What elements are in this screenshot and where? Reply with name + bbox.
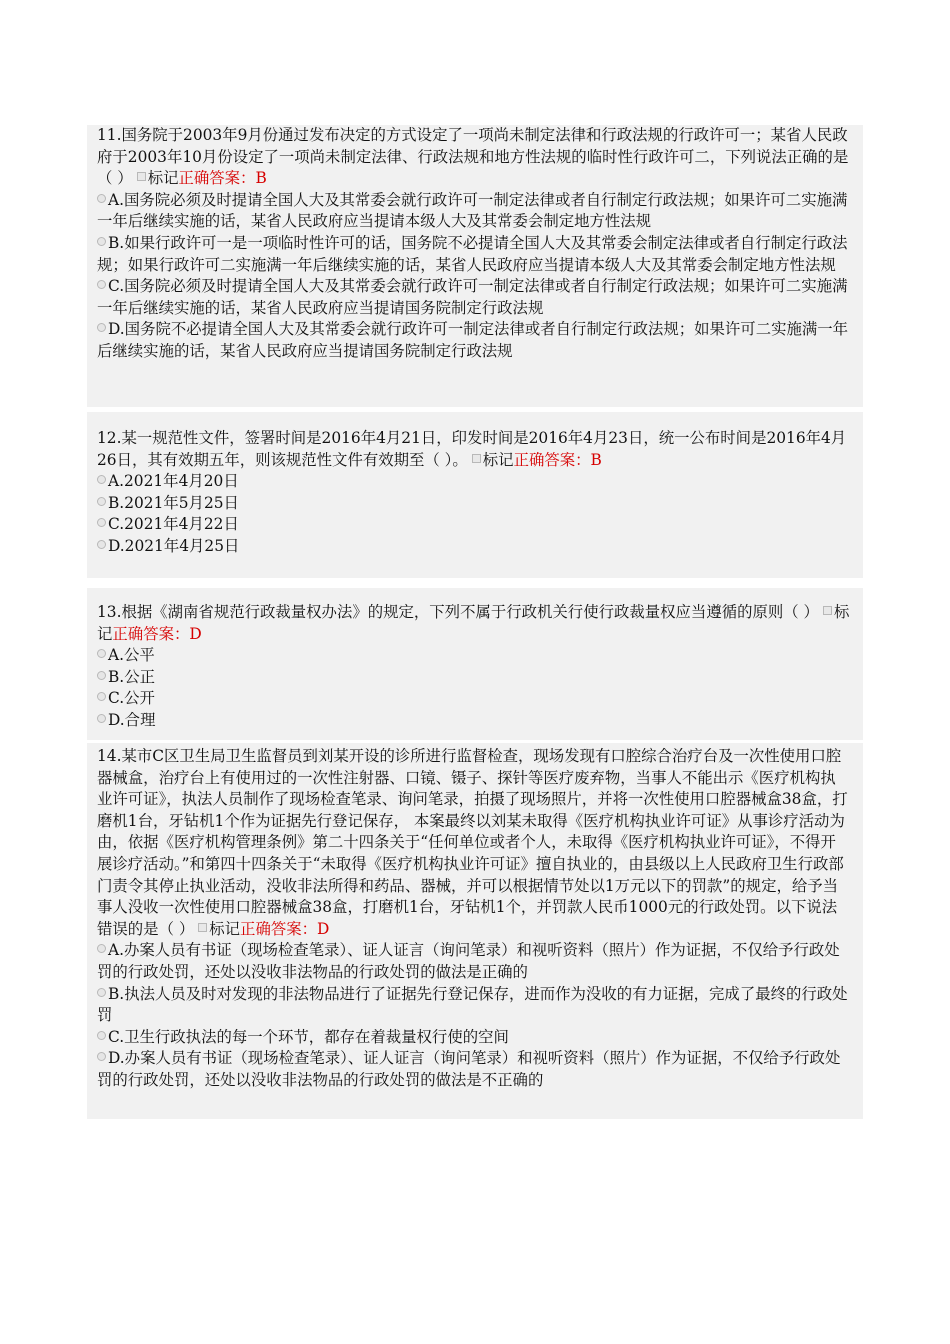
option-text: D.2021年4月25日	[108, 536, 240, 555]
radio-button[interactable]	[97, 540, 106, 549]
option-text: A.国务院必须及时提请全国人大及其常委会就行政许可一制定法律或者自行制定行政法规；如果许可二实施满一年后继续实施的话，某省人民政府应当提请本级人大及其常委会制定地方性法规	[97, 190, 848, 231]
option-a[interactable]	[97, 190, 851, 233]
option-a[interactable]	[97, 645, 851, 667]
flag-label: 标记	[147, 169, 179, 188]
question-text: 11.国务院于2003年9月份通过发布决定的方式设定了一项尚未制定法律和行政法规的行政许可一；某省人民政府于2003年10月份设定了一项尚未制定法律、行政法规和地方性法规的临时性行政许可二，下列说法正确的是（ ）	[97, 126, 849, 188]
option-c[interactable]	[97, 1027, 851, 1049]
option-text: C.卫生行政执法的每一个环节，都存在着裁量权行使的空间	[108, 1027, 509, 1046]
option-text: C.国务院必须及时提请全国人大及其常委会就行政许可一制定法律或者自行制定行政法规；如果许可二实施满一年后继续实施的话，某省人民政府应当提请国务院制定行政法规	[97, 277, 848, 317]
question-text: 14.某市C区卫生局卫生监督员到刘某开设的诊所进行监督检查，现场发现有口腔综合治疗台及一次性使用口腔器械盒，治疗台上有使用过的一次性注射器、口镜、镊子、探针等医疗废弃物，当事人不能出示《医疗机构执业许可证》，执法人员制作了现场检查笔录、询问笔录，拍摄了现场照片，并将一次性使用口腔器械盒38盒，打磨机1台，牙钻机1个作为证据先行登记保存， 本案最终以刘某未取得《医疗机构执业许可证》从事诊疗活动为由，依据《医疗机构管理条例》第二十四条关于“任何单位或者个人，未取得《医疗机构执业许可证》，不得开展诊疗活动。”和第四十四条关于“未取得《医疗机构执业许可证》擅自执业的，由县级以上人民政府卫生行政部门责令其停止执业活动，没收非法所得和药品、器械，并可以根据情节处以1万元以下的罚款”的规定，给予当事人没收一次性使用口腔器械盒38盒，打磨机1台，牙钻机1个，并罚款人民币1000元的行政处罚。以下说法错误的是（ ）	[97, 747, 848, 938]
option-d[interactable]	[97, 536, 851, 558]
radio-button[interactable]	[97, 518, 106, 527]
option-c[interactable]	[97, 514, 851, 536]
option-c[interactable]	[97, 276, 851, 319]
option-text: B.2021年5月25日	[108, 493, 239, 512]
question-text: 13.根据《湖南省规范行政裁量权办法》的规定，下列不属于行政机关行使行政裁量权应当遵循的原则（ ）	[97, 603, 819, 621]
radio-button[interactable]	[97, 1031, 106, 1040]
option-text: B.执法人员及时对发现的非法物品进行了证据先行登记保存，进而作为没收的有力证据，完成了最终的行政处罚	[97, 984, 848, 1025]
option-d[interactable]	[97, 319, 851, 362]
flag-checkbox[interactable]	[823, 606, 832, 615]
radio-button[interactable]	[97, 237, 106, 246]
question-stem	[97, 428, 851, 471]
option-b[interactable]	[97, 984, 851, 1027]
option-text: D.办案人员有书证（现场检查笔录）、证人证言（询问笔录）和视听资料（照片）作为证据，不仅给予行政处罚的行政处罚，还处以没收非法物品的行政处罚的做法是不正确的	[97, 1049, 841, 1089]
flag-label: 标记	[209, 919, 241, 938]
option-c[interactable]	[97, 688, 851, 710]
question-card	[87, 743, 863, 1119]
radio-button[interactable]	[97, 649, 106, 658]
radio-button[interactable]	[97, 714, 106, 723]
question-card	[87, 125, 863, 407]
question-card	[87, 588, 863, 740]
option-a[interactable]	[97, 471, 851, 493]
flag-label: 标记	[482, 450, 514, 469]
question-stem	[97, 746, 851, 940]
correct-answer: 正确答案：D	[112, 624, 202, 643]
option-text: D.合理	[108, 710, 156, 729]
question-text: 12.某一规范性文件，签署时间是2016年4月21日，印发时间是2016年4月23日，统一公布时间是2016年4月26日，其有效期五年，则该规范性文件有效期至（ ）。	[97, 429, 847, 469]
radio-button[interactable]	[97, 497, 106, 506]
radio-button[interactable]	[97, 944, 106, 953]
question-stem	[97, 602, 851, 645]
radio-button[interactable]	[97, 194, 106, 203]
radio-button[interactable]	[97, 692, 106, 701]
radio-button[interactable]	[97, 671, 106, 680]
option-a[interactable]	[97, 940, 851, 983]
option-b[interactable]	[97, 667, 851, 689]
radio-button[interactable]	[97, 280, 106, 289]
radio-button[interactable]	[97, 475, 106, 484]
flag-checkbox[interactable]	[137, 172, 146, 181]
question-stem	[97, 125, 851, 190]
option-b[interactable]	[97, 493, 851, 515]
flag-checkbox[interactable]	[198, 923, 207, 932]
question-card	[87, 412, 863, 578]
flag-label: 标记	[97, 603, 850, 643]
option-text: A.办案人员有书证（现场检查笔录）、证人证言（询问笔录）和视听资料（照片）作为证据，不仅给予行政处罚的行政处罚，还处以没收非法物品的行政处罚的做法是正确的	[97, 941, 840, 981]
radio-button[interactable]	[97, 323, 106, 332]
option-text: D.国务院不必提请全国人大及其常委会就行政许可一制定法律或者自行制定行政法规；如果许可二实施满一年后继续实施的话，某省人民政府应当提请国务院制定行政法规	[97, 320, 849, 360]
flag-checkbox[interactable]	[472, 454, 481, 463]
radio-button[interactable]	[97, 988, 106, 997]
option-text: B.如果行政许可一是一项临时性许可的话，国务院不必提请全国人大及其常委会制定法律或者自行制定行政法规；如果行政许可二实施满一年后继续实施的话，某省人民政府应当提请本级人大及其常委会制定地方性法规	[97, 233, 848, 274]
correct-answer: 正确答案：D	[240, 919, 330, 938]
option-d[interactable]	[97, 710, 851, 732]
option-text: B.公正	[108, 667, 155, 686]
option-text: A.2021年4月20日	[108, 472, 239, 491]
option-text: C.公开	[108, 689, 155, 708]
option-b[interactable]	[97, 233, 851, 276]
option-text: A.公平	[108, 646, 155, 665]
option-text: C.2021年4月22日	[108, 515, 239, 534]
correct-answer: 正确答案：B	[178, 169, 267, 188]
correct-answer: 正确答案：B	[513, 450, 602, 469]
option-d[interactable]	[97, 1048, 851, 1091]
radio-button[interactable]	[97, 1052, 106, 1061]
